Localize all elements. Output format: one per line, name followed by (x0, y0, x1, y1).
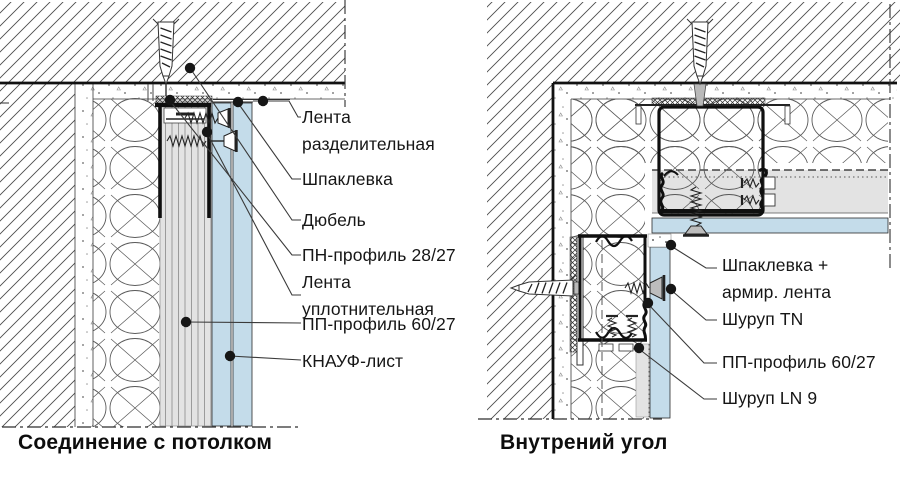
leader-dot-screw-tn (666, 284, 676, 294)
label-pp-profile: ПП-профиль 60/27 (302, 314, 456, 334)
leader-dot-putty (233, 97, 243, 107)
leader-dot-dowel (185, 63, 195, 73)
hanger-sealing-tape (652, 98, 765, 105)
wall-plaster-layer (75, 83, 93, 427)
label-screw-ln9: Шуруп LN 9 (722, 388, 818, 408)
leader-dot-pp-profile (643, 298, 653, 308)
wall-plaster-layer (553, 99, 571, 419)
label-separation-tape: Лента разделительная (302, 107, 435, 154)
leader-dot-putty-tape (666, 240, 676, 250)
wall-concrete-hatch (487, 83, 553, 419)
left-diagram-title: Соединение с потолком (18, 431, 273, 454)
label-knauf-sheet: КНАУФ-лист (302, 351, 404, 371)
label-putty-reinforcing-tape: Шпаклевка + армир. лента (722, 255, 832, 302)
leader-dot-sealing-tape (202, 127, 212, 137)
leader-dot-pn-profile (165, 95, 175, 105)
label-pn-profile: ПН-профиль 28/27 (302, 245, 456, 265)
label-dowel: Дюбель (302, 210, 366, 230)
label-screw-tn: Шуруп TN (722, 309, 804, 329)
label-putty: Шпаклевка (302, 169, 394, 189)
wall-knauf-sheet (650, 247, 670, 418)
hanger-insulation (660, 108, 762, 214)
leader-dot-knauf-sheet (225, 351, 235, 361)
leader-dot-separation-tape (258, 96, 268, 106)
knauf-sheet-1 (212, 103, 231, 426)
leader-dot-screw-ln (634, 343, 644, 353)
left-diagram (0, 0, 345, 427)
ceiling-plaster-layer (553, 83, 897, 99)
leader-dot-pp-profile (181, 317, 191, 327)
sealing-tape (156, 96, 212, 103)
label-pp-profile-right: ПП-профиль 60/27 (722, 352, 876, 372)
right-diagram-title: Внутрений угол (500, 431, 668, 454)
wall-concrete-hatch (0, 83, 75, 427)
ceiling-plaster-layer (93, 83, 345, 99)
insulation-layer (93, 97, 160, 427)
label-sealing-tape: Лента уплотнительная (302, 272, 435, 319)
pp-profile-band (160, 101, 211, 426)
